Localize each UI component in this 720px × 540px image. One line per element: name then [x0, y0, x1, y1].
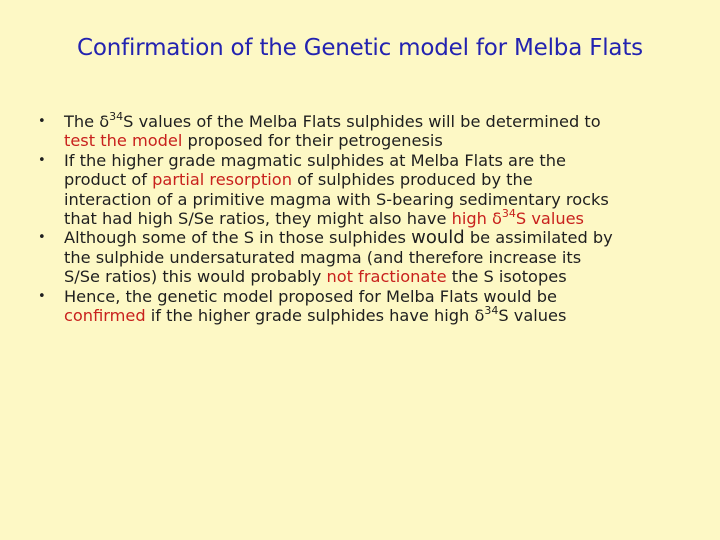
slide-title: Confirmation of the Genetic model for Melba Flats: [77, 35, 643, 61]
highlight-text: partial resorption: [152, 170, 292, 190]
bullet-item-3: [38, 228, 678, 286]
highlight-text: not fractionate: [326, 267, 447, 287]
text-run: Although some of the S in those sulphides: [64, 228, 412, 248]
text-run: that had high S/Se ratios, they might also have: [64, 209, 452, 229]
text-run: high: [451, 209, 492, 229]
highlight-text: [451, 206, 584, 229]
bullet-2-line-1: If the higher grade magmatic sulphides at Melba Flats are the: [64, 150, 566, 170]
superscript-34: 34: [109, 109, 124, 123]
bullet-3-line-2: the sulphide undersaturated magma (and therefore increase its: [64, 247, 582, 267]
text-run: S/Se ratios) this would probably: [64, 267, 327, 287]
delta-symbol: δ: [492, 209, 502, 229]
text-run: S values: [515, 209, 584, 229]
bullet-2-line-2: [64, 170, 678, 189]
bullet-marker: •: [38, 230, 46, 246]
bullet-2-line-3: interaction of a primitive magma with S-bearing sedimentary rocks: [64, 189, 609, 209]
bullet-item-2: [38, 151, 678, 229]
bullet-4-line-1: Hence, the genetic model proposed for Melba Flats would be: [64, 286, 557, 306]
text-run: S values: [498, 306, 567, 326]
bullet-marker: •: [38, 114, 46, 129]
bullet-2-line-4: [64, 206, 678, 229]
text-run: the S isotopes: [446, 267, 567, 287]
superscript-34: 34: [484, 303, 499, 317]
text-run: of sulphides produced by the: [291, 170, 533, 190]
text-run: proposed for their petrogenesis: [182, 131, 443, 151]
bullet-1-line-2: [64, 131, 678, 150]
enlarged-word: would: [411, 227, 465, 249]
delta-symbol: δ: [99, 112, 110, 131]
bullet-4-line-2: [64, 303, 678, 326]
highlight-text: confirmed: [64, 306, 146, 326]
bullet-3-line-3: [64, 267, 678, 286]
bullet-marker: •: [38, 288, 46, 304]
text-run: product of: [64, 170, 153, 190]
highlight-text: test the model: [64, 131, 183, 151]
bullet-item-4: [38, 287, 678, 326]
text-run: be assimilated by: [464, 228, 613, 248]
superscript-34: 34: [501, 206, 516, 220]
bullet-item-1: [38, 109, 678, 151]
bullet-1-line-1: [64, 109, 678, 131]
bullet-marker: •: [38, 152, 46, 168]
text-run: if the higher grade sulphides have high: [145, 306, 475, 326]
text-run: The: [64, 112, 100, 131]
delta-symbol: δ: [474, 306, 485, 326]
bullet-3-line-1: [64, 228, 678, 247]
bullet-list: [38, 109, 678, 326]
text-run: S values of the Melba Flats sulphides will be determined to: [123, 112, 601, 131]
